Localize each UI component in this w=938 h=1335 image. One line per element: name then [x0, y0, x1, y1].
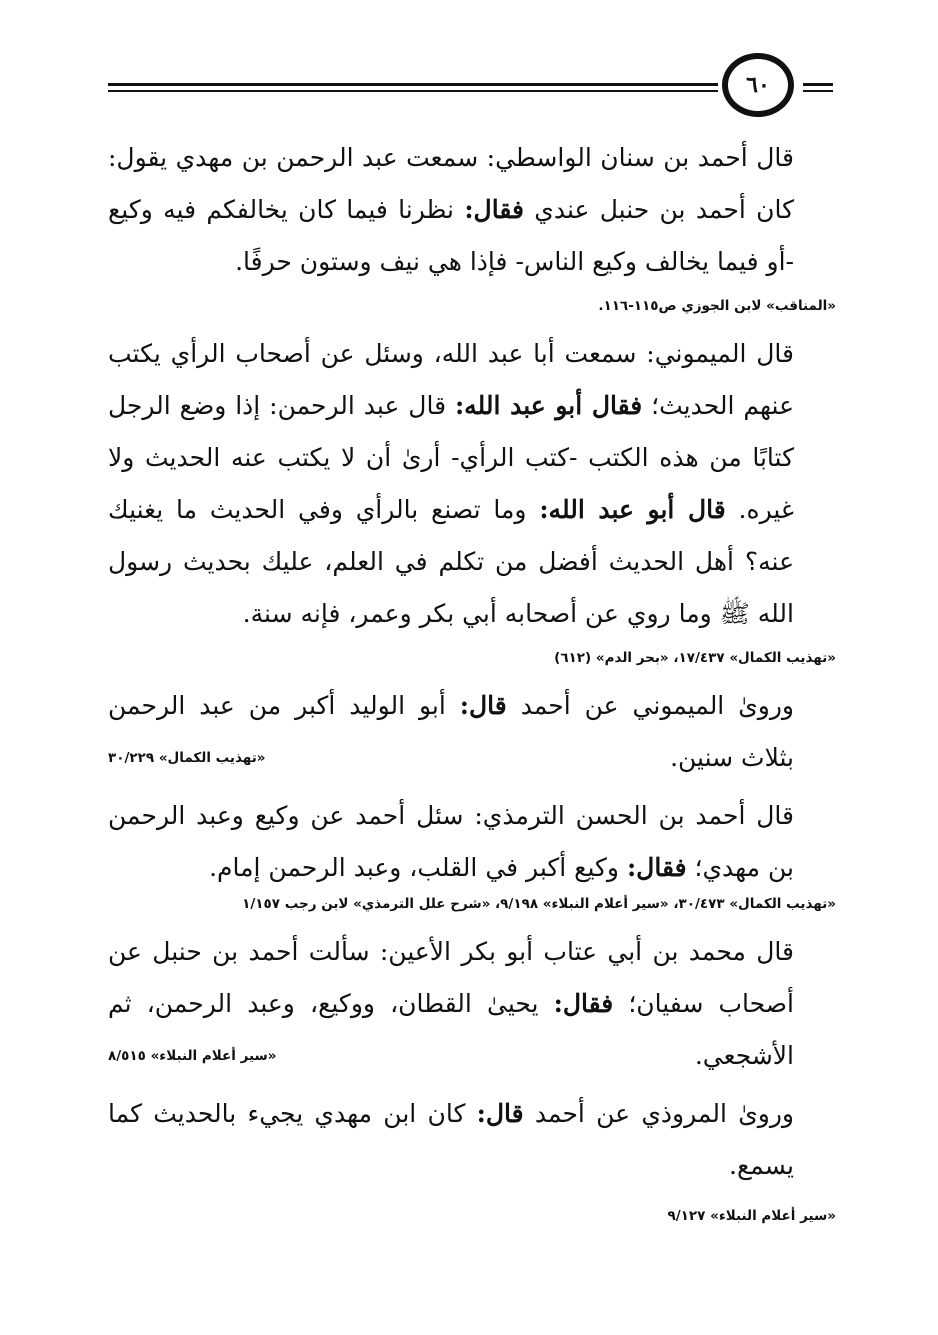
entry-4-part-b: وكيع أكبر في القلب، وعبد الرحمن إمام. — [209, 853, 627, 882]
entry-3-part-a: وروىٰ الميموني عن أحمد — [506, 691, 794, 720]
page-number-circle — [722, 53, 794, 117]
entry-3-bold-1: قال: — [459, 691, 507, 720]
entry-6-part-a: وروىٰ المروذي عن أحمد — [523, 1099, 794, 1128]
header-rule-right-bottom — [803, 90, 833, 92]
entry-1-text — [108, 132, 836, 288]
page-number: ٦٠ — [746, 72, 770, 98]
entry-1-bold-1: فقال: — [464, 195, 524, 224]
entry-4-text — [108, 790, 836, 894]
entry-6-source: «سير أعلام النبلاء» ٩/١٢٧ — [667, 1208, 836, 1224]
page-header — [108, 50, 838, 130]
entry-5-source: «سير أعلام النبلاء» ٨/٥١٥ — [108, 1048, 277, 1064]
entry-2-text — [108, 328, 836, 640]
entry-3-text — [108, 680, 836, 784]
entry-1-part-a: قال أحمد بن سنان الواسطي: سمعت عبد الرحمن بن مهدي يقول: كان أحمد بن حنبل عندي — [108, 143, 794, 224]
entry-5-bold-1: فقال: — [553, 989, 614, 1018]
entry-6-text — [108, 1088, 836, 1192]
header-rule-bottom — [108, 90, 718, 92]
entry-1-part-b: نظرنا فيما كان يخالفكم فيه وكيع -أو فيما يخالف وكيع الناس- فإذا هي نيف وستون حرفًا. — [108, 195, 794, 276]
entry-4-bold-1: فقال: — [626, 853, 687, 882]
entry-2-part-c: وما تصنع بالرأي وفي الحديث ما يغنيك عنه؟ أهل الحديث أفضل من تكلم في العلم، عليك بحديث رسول الله ﷺ وما روي عن أصحابه أبي بكر وعمر، فإنه سنة. — [108, 495, 794, 628]
entry-3-source: «تهذيب الكمال» ٣٠/٢٢٩ — [108, 750, 266, 766]
page-body — [108, 132, 836, 1238]
entry-1-source: «المناقب» لابن الجوزي ص١١٥-١١٦. — [598, 298, 836, 314]
entry-2-bold-1: فقال أبو عبد الله: — [454, 391, 643, 420]
entry-2-source: «تهذيب الكمال» ١٧/٤٣٧، «بحر الدم» (٦١٢) — [554, 650, 836, 666]
entry-3-part-b: أبو الوليد أكبر من عبد الرحمن بثلاث سنين. — [108, 691, 794, 772]
entry-4-part-a: قال أحمد بن الحسن الترمذي: سئل أحمد عن وكيع وعبد الرحمن بن مهدي؛ — [108, 801, 794, 882]
entry-2-part-b: قال عبد الرحمن: إذا وضع الرجل كتابًا من هذه الكتب -كتب الرأي- أرىٰ أن لا يكتب عنه الحديث ولا غيره. — [108, 391, 794, 524]
header-rule-right-top — [803, 83, 833, 86]
entry-5-part-a: قال محمد بن أبي عتاب أبو بكر الأعين: سألت أحمد بن حنبل عن أصحاب سفيان؛ — [108, 937, 794, 1018]
entry-6-part-b: كان ابن مهدي يجيء بالحديث كما يسمع. — [108, 1099, 794, 1180]
entry-4-source: «تهذيب الكمال» ٣٠/٤٧٣، «سير أعلام النبلاء» ٩/١٩٨، «شرح علل الترمذي» لابن رجب ١/١٥٧ — [242, 896, 836, 912]
header-rule-top — [108, 83, 718, 86]
entry-3 — [108, 680, 836, 784]
entry-2-part-a: قال الميموني: سمعت أبا عبد الله، وسئل عن أصحاب الرأي يكتب عنهم الحديث؛ — [108, 339, 794, 420]
entry-5 — [108, 926, 836, 1082]
entry-2-bold-2: قال أبو عبد الله: — [539, 495, 726, 524]
entry-6-bold-1: قال: — [476, 1099, 524, 1128]
entry-5-part-b: يحيىٰ القطان، ووكيع، وعبد الرحمن، ثم الأشجعي. — [108, 989, 794, 1070]
